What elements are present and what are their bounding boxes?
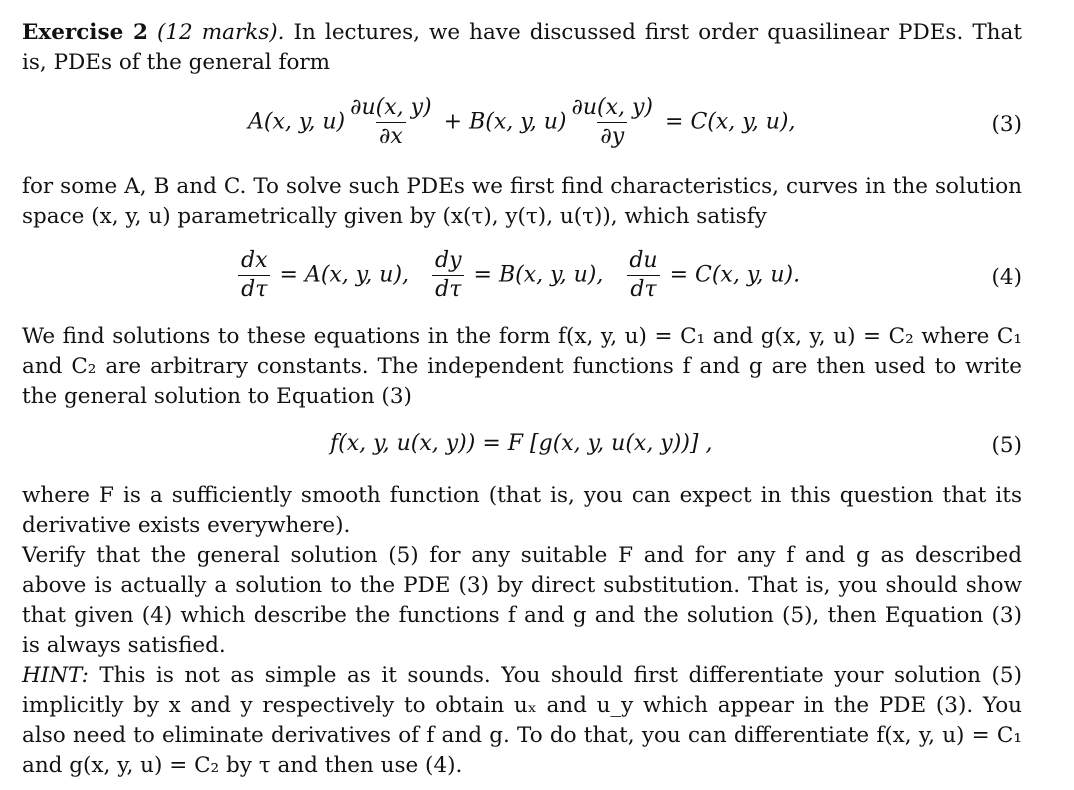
equation-4 <box>0 249 1074 311</box>
eq4-number: (4) <box>991 265 1022 290</box>
eq4-rhs-c: = C(x, y, u). <box>669 262 801 288</box>
characteristics-paragraph: for some A, B and C. To solve such PDEs we first find characteristics, curves in the solution space (x, y, u) parametrically given by (x(τ), y(τ), u(τ)), which satisfy <box>22 174 1022 229</box>
hint-text: This is not as simple as it sounds. You should first differentiate your solution (5) implicitly by x and y respectively to obtain uₓ and u_y which appear in the PDE (3). You also need to eliminate derivatives of f and g. To do that, you can differentiate f(x, y, u) = C₁ and g(x, y, u) = C₂ by τ and then use (4). <box>22 663 1022 778</box>
solutions-paragraph: We find solutions to these equations in the form f(x, y, u) = C₁ and g(x, y, u) = C₂ where C₁ and C₂ are arbitrary constants. The independent functions f and g are then used to write the general solution to Equation (3) <box>22 324 1022 409</box>
eq3-fraction-2: $\frac{\partial u(x, y)}{\partial y}$ <box>571 95 654 149</box>
hint-label: HINT: <box>22 663 89 688</box>
eq3-a-term: A(x, y, u) <box>248 109 346 135</box>
eq5-body: f(x, y, u(x, y)) = F [g(x, y, u(x, y))] , <box>330 431 713 456</box>
exercise-heading: Exercise 2 <box>22 20 148 45</box>
eq3-b-term: + B(x, y, u) <box>443 109 567 135</box>
eq3-fraction-1: $\frac{\partial u(x, y)}{\partial x}$ <box>350 95 432 149</box>
intro-paragraph <box>22 18 1022 78</box>
intro-text: In lectures, we have discussed first order quasilinear PDEs. That is, PDEs of the general form <box>22 20 1022 75</box>
eq4-fraction-dy: $\frac{dy}{d\tau}$ <box>432 249 465 302</box>
eq4-fraction-dx: $\frac{dx}{d\tau}$ <box>238 249 271 302</box>
exercise-marks: (12 marks). <box>156 20 285 45</box>
hint-paragraph <box>22 661 1022 781</box>
eq5-number: (5) <box>991 433 1022 458</box>
eq4-rhs-b: = B(x, y, u), <box>473 262 604 288</box>
verify-paragraph: Verify that the general solution (5) for any suitable F and for any f and g as described above is actually a solution to the PDE (3) by direct substitution. That is, you should show that given (4) which describe the functions f and g and the solution (5), then Equation (3) is always satisfied. <box>22 543 1022 658</box>
smooth-function-paragraph: where F is a sufficiently smooth function (that is, you can expect in this question that its derivative exists everywhere). <box>22 483 1022 538</box>
equation-3 <box>0 96 1074 158</box>
eq4-fraction-du: $\frac{du}{d\tau}$ <box>629 248 658 302</box>
eq4-rhs-a: = A(x, y, u), <box>279 262 410 288</box>
eq3-number: (3) <box>991 112 1022 137</box>
eq3-rhs: = C(x, y, u), <box>665 109 796 135</box>
equation-5 <box>0 431 1074 465</box>
